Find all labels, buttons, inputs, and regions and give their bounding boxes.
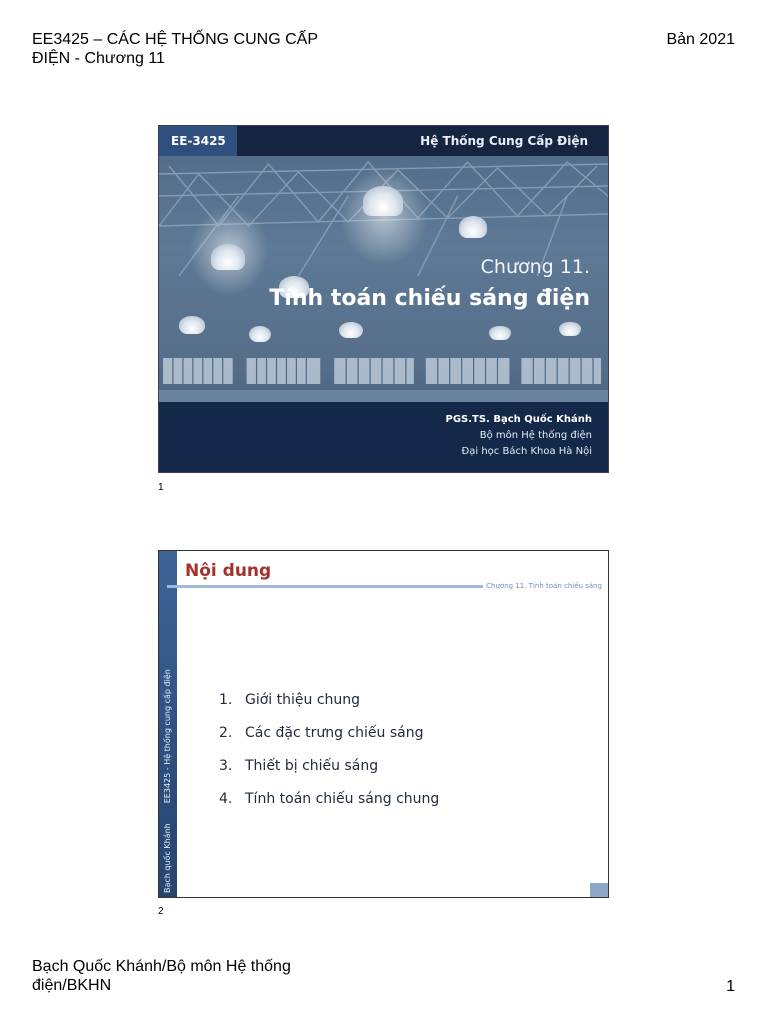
slide-1-number: 1	[158, 482, 164, 493]
warehouse-windows	[159, 354, 608, 390]
lamp-icon	[339, 322, 363, 338]
slide-2-contents	[158, 550, 609, 898]
sidebar-course: EE3425 - Hệ thống cung cấp điện	[163, 669, 172, 804]
slide-title: Tính toán chiếu sáng điện	[269, 286, 590, 311]
list-item: 4. Tính toán chiếu sáng chung	[219, 791, 440, 807]
footer-author: Bạch Quốc Khánh/Bộ môn Hệ thống điện/BKHN	[32, 958, 291, 994]
sidebar-text	[160, 553, 176, 893]
lamp-icon	[249, 326, 271, 342]
university-name: Đại học Bách Khoa Hà Nội	[461, 446, 592, 457]
lamp-icon	[363, 186, 403, 216]
list-item: 3. Thiết bị chiếu sáng	[219, 758, 379, 774]
sidebar-author: Bạch quốc Khánh	[163, 823, 172, 893]
page-number: 1	[726, 978, 735, 995]
slide-2-number: 2	[158, 906, 164, 917]
lamp-icon	[489, 326, 511, 340]
list-item: 1. Giới thiệu chung	[219, 692, 361, 708]
contents-list	[219, 684, 439, 816]
title-rule	[167, 585, 483, 588]
slide-title: Nội dung	[185, 561, 272, 581]
lamp-icon	[459, 216, 487, 238]
version-label: Bản 2021	[666, 31, 735, 48]
list-item: 2. Các đặc trưng chiếu sáng	[219, 725, 424, 741]
course-name: Hệ Thống Cung Cấp Điện	[420, 134, 588, 148]
lamp-icon	[211, 244, 245, 270]
lamp-icon	[179, 316, 205, 334]
floor-strip	[159, 390, 608, 402]
author-name: PGS.TS. Bạch Quốc Khánh	[445, 414, 592, 425]
corner-block	[590, 883, 608, 897]
chapter-label: Chương 11. Tính toán chiếu sáng	[486, 582, 602, 590]
lamp-glow	[339, 166, 429, 266]
slide-1-title	[158, 125, 609, 473]
document-title: EE3425 – CÁC HỆ THỐNG CUNG CẤP ĐIỆN - Chương 11	[32, 31, 318, 67]
department-name: Bộ môn Hệ thống điện	[479, 430, 592, 441]
lamp-icon	[559, 322, 581, 336]
chapter-number: Chương 11.	[480, 256, 590, 278]
course-code-tag: EE-3425	[159, 126, 237, 156]
